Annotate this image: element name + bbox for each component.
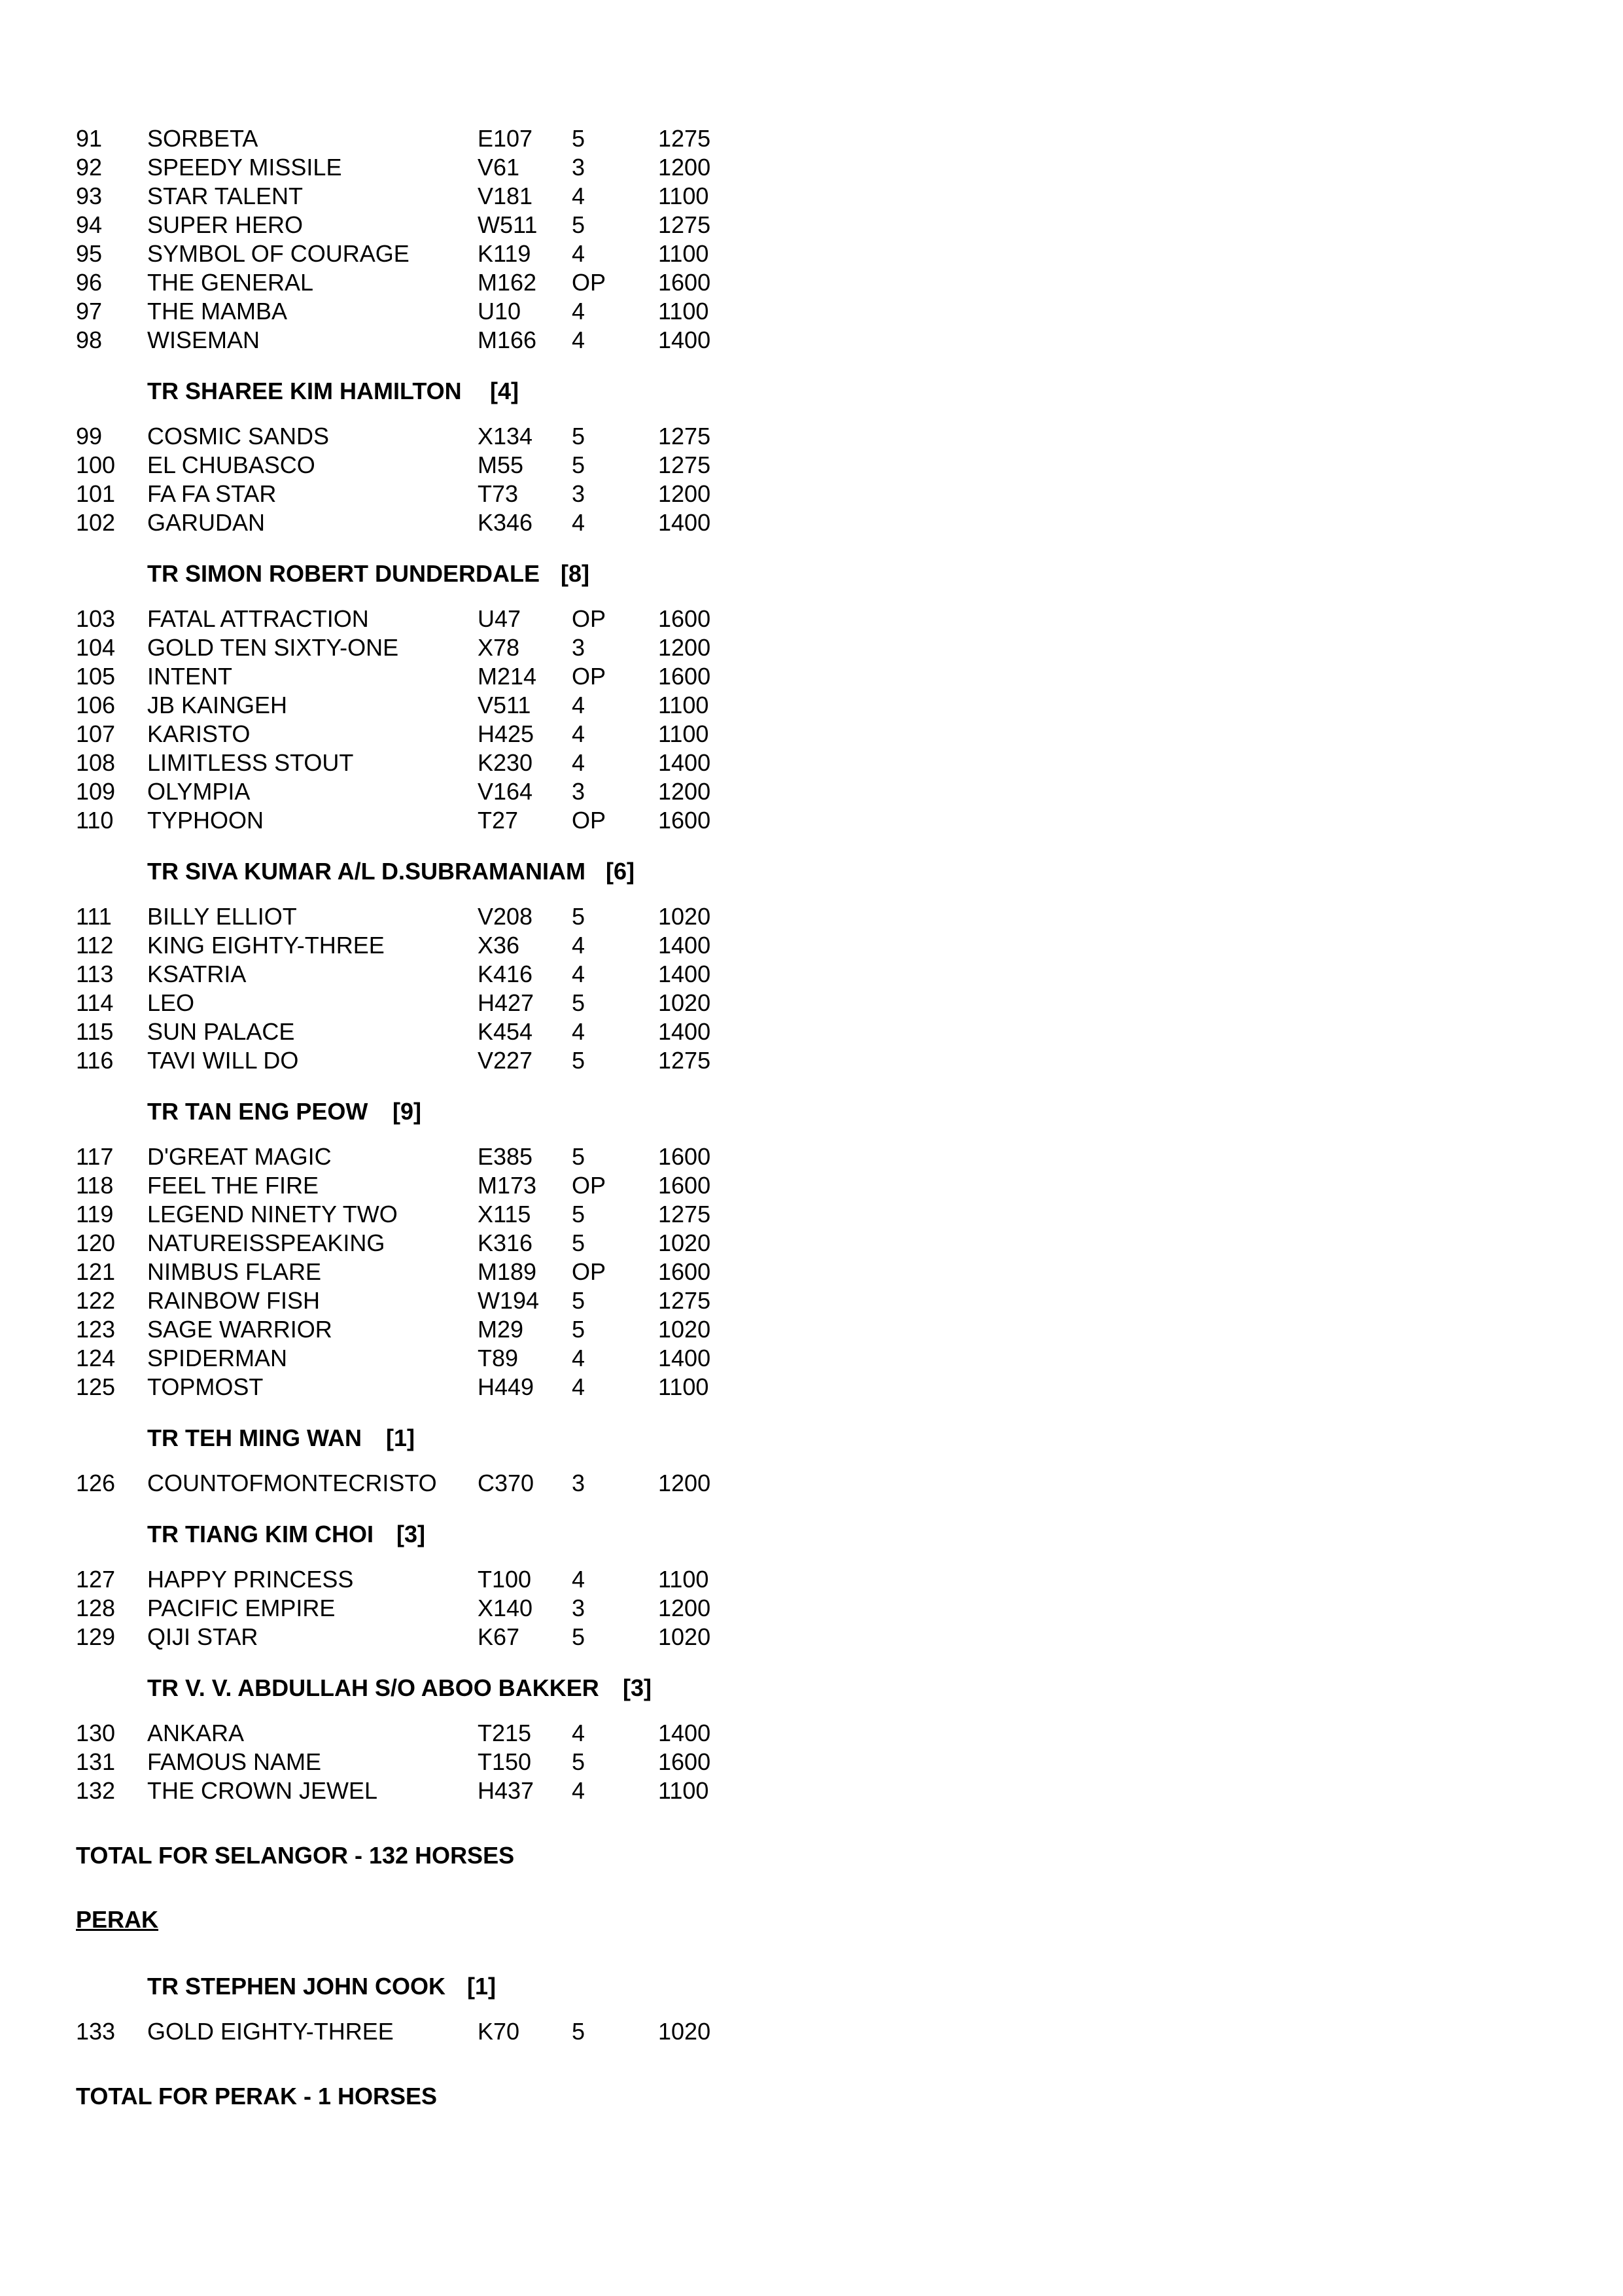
horse-code: E385 (478, 1143, 533, 1170)
horse-name: ANKARA (147, 1720, 245, 1746)
horse-name: FEEL THE FIRE (147, 1172, 319, 1199)
horse-name: OLYMPIA (147, 778, 251, 805)
horse-name: SAGE WARRIOR (147, 1316, 332, 1343)
horse-code: V61 (478, 154, 520, 181)
horse-code: M166 (478, 327, 537, 353)
horse-code: T27 (478, 807, 519, 834)
horse-name: INTENT (147, 663, 232, 690)
horse-code: V227 (478, 1047, 533, 1074)
horse-code: V181 (478, 183, 533, 209)
horse-grade: 5 (572, 423, 585, 450)
horse-code: K230 (478, 749, 533, 776)
horse-grade: 3 (572, 1595, 585, 1621)
horse-grade: OP (572, 269, 606, 296)
trainer-name: TR TIANG KIM CHOI (147, 1521, 374, 1547)
trainer-horse-count: [3] (396, 1521, 425, 1547)
horse-name: QIJI STAR (147, 1623, 258, 1650)
horse-name: SORBETA (147, 125, 258, 152)
horse-name: COSMIC SANDS (147, 423, 330, 450)
horse-rating: 1200 (658, 778, 711, 805)
region-name: PERAK (76, 1906, 159, 1933)
horse-name: NATUREISSPEAKING (147, 1229, 385, 1256)
horse-grade: 5 (572, 1143, 585, 1170)
horse-name: D'GREAT MAGIC (147, 1143, 332, 1170)
horse-grade: 5 (572, 989, 585, 1016)
horse-code: H449 (478, 1373, 534, 1400)
horse-rating: 1200 (658, 1470, 711, 1496)
horse-rating: 1020 (658, 1623, 711, 1650)
horse-grade: 5 (572, 903, 585, 930)
horse-name: BILLY ELLIOT (147, 903, 297, 930)
horse-code: K346 (478, 509, 533, 536)
horse-code: W511 (478, 211, 538, 238)
horse-code: X140 (478, 1595, 533, 1621)
trainer-name: TR SHAREE KIM HAMILTON (147, 378, 462, 404)
horse-code: T73 (478, 480, 519, 507)
horse-grade: 3 (572, 480, 585, 507)
horse-grade: 5 (572, 125, 585, 152)
horse-code: V511 (478, 692, 531, 718)
horse-code: X134 (478, 423, 533, 450)
horse-grade: 4 (572, 692, 585, 718)
horse-name: PACIFIC EMPIRE (147, 1595, 336, 1621)
horse-grade: 5 (572, 451, 585, 478)
horse-code: K119 (478, 240, 531, 267)
horse-code: M173 (478, 1172, 537, 1199)
horse-grade: 3 (572, 1470, 585, 1496)
horse-number: 110 (76, 807, 114, 834)
trainer-horse-count: [6] (606, 858, 635, 885)
horse-grade: 4 (572, 298, 585, 325)
horse-number: 127 (76, 1566, 116, 1593)
horse-code: K67 (478, 1623, 520, 1650)
horse-number: 100 (76, 451, 116, 478)
horse-rating: 1100 (658, 692, 709, 718)
horse-name: EL CHUBASCO (147, 451, 315, 478)
horse-code: T215 (478, 1720, 532, 1746)
horse-name: LIMITLESS STOUT (147, 749, 354, 776)
horse-name: THE MAMBA (147, 298, 288, 325)
horse-rating: 1020 (658, 1316, 711, 1343)
horse-number: 92 (76, 154, 103, 181)
horse-grade: 4 (572, 183, 585, 209)
horse-rating: 1100 (658, 240, 709, 267)
horse-number: 118 (76, 1172, 114, 1199)
horse-number: 106 (76, 692, 116, 718)
horse-number: 97 (76, 298, 103, 325)
horse-rating: 1200 (658, 634, 711, 661)
horse-rating: 1400 (658, 509, 711, 536)
horse-number: 131 (76, 1748, 116, 1775)
horse-name: COUNTOFMONTECRISTO (147, 1470, 437, 1496)
horse-rating: 1400 (658, 1345, 711, 1371)
region-total-text: TOTAL FOR PERAK - 1 HORSES (76, 2083, 438, 2110)
horse-number: 119 (76, 1201, 114, 1227)
horse-name: LEGEND NINETY TWO (147, 1201, 398, 1227)
horse-grade: 4 (572, 1777, 585, 1804)
horse-name: GARUDAN (147, 509, 266, 536)
horse-name: KSATRIA (147, 961, 247, 987)
horse-grade: 4 (572, 327, 585, 353)
horse-rating: 1100 (658, 720, 709, 747)
horse-code: K454 (478, 1018, 533, 1045)
horse-number: 104 (76, 634, 116, 661)
horse-grade: 4 (572, 1720, 585, 1746)
horse-number: 93 (76, 183, 103, 209)
horse-code: K70 (478, 2018, 520, 2045)
horse-code: M214 (478, 663, 537, 690)
horse-grade: 3 (572, 778, 585, 805)
horse-rating: 1600 (658, 807, 711, 834)
trainer-name: TR STEPHEN JOHN COOK (147, 1973, 446, 2000)
region-total-text: TOTAL FOR SELANGOR - 132 HORSES (76, 1842, 515, 1869)
horse-number: 113 (76, 961, 114, 987)
trainer-horse-count: [3] (623, 1674, 652, 1701)
trainer-horse-count: [1] (467, 1973, 496, 2000)
horse-number: 102 (76, 509, 116, 536)
horse-name: LEO (147, 989, 195, 1016)
horse-number: 116 (76, 1047, 114, 1074)
horse-name: JB KAINGEH (147, 692, 288, 718)
horse-grade: 4 (572, 1566, 585, 1593)
horse-rating: 1600 (658, 605, 711, 632)
horse-number: 91 (76, 125, 103, 152)
horse-rating: 1020 (658, 2018, 711, 2045)
horse-name: SUN PALACE (147, 1018, 295, 1045)
horse-grade: 4 (572, 1345, 585, 1371)
horse-rating: 1100 (658, 1566, 709, 1593)
horse-rating: 1400 (658, 327, 711, 353)
horse-name: WISEMAN (147, 327, 260, 353)
horse-grade: OP (572, 1258, 606, 1285)
horse-grade: 4 (572, 961, 585, 987)
horse-number: 95 (76, 240, 103, 267)
horse-number: 94 (76, 211, 103, 238)
horse-number: 108 (76, 749, 116, 776)
horse-number: 120 (76, 1229, 116, 1256)
horse-code: M29 (478, 1316, 524, 1343)
horse-rating: 1400 (658, 932, 711, 959)
horse-number: 101 (76, 480, 116, 507)
horse-rating: 1600 (658, 663, 711, 690)
trainer-name: TR V. V. ABDULLAH S/O ABOO BAKKER (147, 1674, 599, 1701)
horse-name: FA FA STAR (147, 480, 277, 507)
horse-code: W194 (478, 1287, 540, 1314)
horse-name: SPIDERMAN (147, 1345, 288, 1371)
horse-rating: 1100 (658, 183, 709, 209)
horse-name: HAPPY PRINCESS (147, 1566, 354, 1593)
horse-rating: 1100 (658, 1373, 709, 1400)
horse-number: 132 (76, 1777, 116, 1804)
trainer-name: TR TEH MING WAN (147, 1424, 362, 1451)
horse-grade: OP (572, 807, 606, 834)
horse-grade: 4 (572, 720, 585, 747)
trainer-horse-count: [8] (561, 560, 589, 587)
horse-grade: 4 (572, 509, 585, 536)
horse-code: X115 (478, 1201, 531, 1227)
horse-rating: 1275 (658, 451, 711, 478)
horse-name: KARISTO (147, 720, 251, 747)
horse-number: 124 (76, 1345, 116, 1371)
horse-name: TOPMOST (147, 1373, 264, 1400)
trainer-horse-count: [4] (490, 378, 519, 404)
horse-code: U10 (478, 298, 521, 325)
horse-name: TYPHOON (147, 807, 264, 834)
horse-name: FATAL ATTRACTION (147, 605, 369, 632)
horse-name: NIMBUS FLARE (147, 1258, 322, 1285)
horse-rating: 1600 (658, 1748, 711, 1775)
horse-code: M162 (478, 269, 537, 296)
horse-code: H427 (478, 989, 534, 1016)
horse-name: SYMBOL OF COURAGE (147, 240, 410, 267)
horse-grade: 4 (572, 240, 585, 267)
horse-grade: 5 (572, 211, 585, 238)
trainer-horse-count: [1] (386, 1424, 415, 1451)
horse-rating: 1275 (658, 1201, 711, 1227)
horse-rating: 1400 (658, 961, 711, 987)
horse-rating: 1600 (658, 1258, 711, 1285)
horse-rating: 1400 (658, 1720, 711, 1746)
horse-grade: 5 (572, 1748, 585, 1775)
horse-number: 123 (76, 1316, 116, 1343)
trainer-horse-count: [9] (393, 1098, 421, 1125)
horse-code: U47 (478, 605, 521, 632)
horse-rating: 1600 (658, 1172, 711, 1199)
horse-name: THE GENERAL (147, 269, 314, 296)
horse-grade: 5 (572, 2018, 585, 2045)
horse-name: TAVI WILL DO (147, 1047, 299, 1074)
horse-number: 112 (76, 932, 114, 959)
horse-rating: 1020 (658, 903, 711, 930)
horse-rating: 1020 (658, 989, 711, 1016)
horse-grade: OP (572, 605, 606, 632)
trainer-name: TR SIVA KUMAR A/L D.SUBRAMANIAM (147, 858, 585, 885)
horse-rating: 1275 (658, 1287, 711, 1314)
horse-number: 98 (76, 327, 103, 353)
horse-number: 125 (76, 1373, 116, 1400)
horse-rating: 1200 (658, 480, 711, 507)
horse-grade: 4 (572, 932, 585, 959)
horse-code: C370 (478, 1470, 534, 1496)
horse-number: 129 (76, 1623, 116, 1650)
horse-number: 115 (76, 1018, 114, 1045)
horse-rating: 1275 (658, 125, 711, 152)
horse-rating: 1275 (658, 1047, 711, 1074)
horse-number: 105 (76, 663, 116, 690)
horse-number: 133 (76, 2018, 116, 2045)
horse-rating: 1200 (658, 154, 711, 181)
horse-name: RAINBOW FISH (147, 1287, 321, 1314)
horse-rating: 1600 (658, 269, 711, 296)
horse-number: 96 (76, 269, 103, 296)
horse-code: X36 (478, 932, 520, 959)
horse-name: SUPER HERO (147, 211, 304, 238)
horse-code: K416 (478, 961, 533, 987)
horse-code: M189 (478, 1258, 537, 1285)
horse-number: 103 (76, 605, 116, 632)
horse-code: K316 (478, 1229, 533, 1256)
horse-number: 130 (76, 1720, 116, 1746)
horse-name: THE CROWN JEWEL (147, 1777, 378, 1804)
horse-rating: 1100 (658, 298, 709, 325)
horse-code: T89 (478, 1345, 519, 1371)
horse-rating: 1275 (658, 423, 711, 450)
horse-code: X78 (478, 634, 520, 661)
horse-grade: OP (572, 663, 606, 690)
horse-name: KING EIGHTY-THREE (147, 932, 385, 959)
horse-grade: 5 (572, 1316, 585, 1343)
horse-code: M55 (478, 451, 524, 478)
horse-code: T100 (478, 1566, 532, 1593)
horse-number: 128 (76, 1595, 116, 1621)
horse-number: 107 (76, 720, 116, 747)
trainer-name: TR SIMON ROBERT DUNDERDALE (147, 560, 540, 587)
horse-name: GOLD EIGHTY-THREE (147, 2018, 394, 2045)
horse-number: 109 (76, 778, 116, 805)
horse-number: 111 (76, 903, 112, 930)
horse-number: 126 (76, 1470, 116, 1496)
horse-name: FAMOUS NAME (147, 1748, 322, 1775)
horse-grade: 5 (572, 1229, 585, 1256)
horse-rating: 1400 (658, 1018, 711, 1045)
horse-grade: 5 (572, 1047, 585, 1074)
horse-code: V208 (478, 903, 533, 930)
trainer-name: TR TAN ENG PEOW (147, 1098, 368, 1125)
horse-code: T150 (478, 1748, 532, 1775)
horse-grade: 5 (572, 1623, 585, 1650)
horse-name: SPEEDY MISSILE (147, 154, 342, 181)
horse-rating: 1600 (658, 1143, 711, 1170)
horse-grade: OP (572, 1172, 606, 1199)
horse-code: H437 (478, 1777, 534, 1804)
horse-number: 122 (76, 1287, 116, 1314)
horse-number: 114 (76, 989, 114, 1016)
horse-rating: 1020 (658, 1229, 711, 1256)
horse-number: 99 (76, 423, 103, 450)
horse-rating: 1400 (658, 749, 711, 776)
horse-code: V164 (478, 778, 533, 805)
horse-name: STAR TALENT (147, 183, 304, 209)
horse-grade: 4 (572, 1373, 585, 1400)
horse-code: H425 (478, 720, 534, 747)
horse-grade: 4 (572, 1018, 585, 1045)
horse-code: E107 (478, 125, 533, 152)
horse-grade: 4 (572, 749, 585, 776)
horse-number: 121 (76, 1258, 116, 1285)
horse-number: 117 (76, 1143, 114, 1170)
horse-grade: 5 (572, 1201, 585, 1227)
horse-grade: 3 (572, 154, 585, 181)
horse-rating: 1275 (658, 211, 711, 238)
horse-name: GOLD TEN SIXTY-ONE (147, 634, 399, 661)
horse-grade: 5 (572, 1287, 585, 1314)
horse-grade: 3 (572, 634, 585, 661)
horse-rating: 1200 (658, 1595, 711, 1621)
horse-rating: 1100 (658, 1777, 709, 1804)
